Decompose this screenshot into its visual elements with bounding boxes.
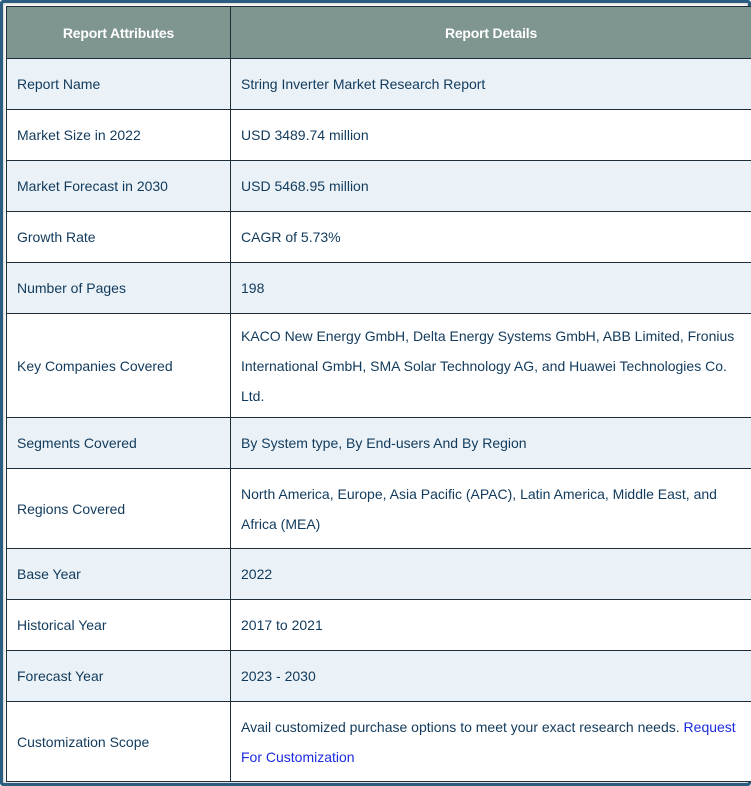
- detail-cell: 2017 to 2021: [231, 600, 751, 651]
- attribute-cell: Base Year: [7, 549, 231, 600]
- detail-cell: By System type, By End-users And By Region: [231, 418, 751, 469]
- attribute-cell: Forecast Year: [7, 651, 231, 702]
- header-report-attributes: Report Attributes: [7, 7, 231, 59]
- attribute-cell: Customization Scope: [7, 702, 231, 782]
- table-row-number-of-pages: [7, 263, 751, 314]
- table-row-segments: [7, 418, 751, 469]
- detail-cell: String Inverter Market Research Report: [231, 59, 751, 110]
- attribute-cell: Growth Rate: [7, 212, 231, 263]
- attribute-cell: Report Name: [7, 59, 231, 110]
- detail-cell: North America, Europe, Asia Pacific (APAC), Latin America, Middle East, and Africa (MEA): [231, 469, 751, 549]
- detail-cell: USD 5468.95 million: [231, 161, 751, 212]
- header-report-details: Report Details: [231, 7, 751, 59]
- table-row-forecast-year: [7, 651, 751, 702]
- table-row-market-size: [7, 110, 751, 161]
- attribute-cell: Regions Covered: [7, 469, 231, 549]
- table-row-report-name: [7, 59, 751, 110]
- attribute-cell: Number of Pages: [7, 263, 231, 314]
- attribute-cell: Market Size in 2022: [7, 110, 231, 161]
- attribute-cell: Market Forecast in 2030: [7, 161, 231, 212]
- table-row-historical-year: [7, 600, 751, 651]
- attribute-cell: Key Companies Covered: [7, 314, 231, 418]
- table-row-regions: [7, 469, 751, 549]
- attribute-cell: Segments Covered: [7, 418, 231, 469]
- detail-cell: KACO New Energy GmbH, Delta Energy Systems GmbH, ABB Limited, Fronius International GmbH, SMA Solar Technology AG, and Huawei Technologies Co. Ltd.: [231, 314, 751, 418]
- request-customization-link[interactable]: Request For Customization: [241, 718, 736, 765]
- report-attributes-table: [6, 6, 751, 782]
- detail-cell: USD 3489.74 million: [231, 110, 751, 161]
- detail-cell: 2022: [231, 549, 751, 600]
- detail-cell: CAGR of 5.73%: [231, 212, 751, 263]
- table-row-base-year: [7, 549, 751, 600]
- table-header-row: [7, 7, 751, 59]
- detail-cell: 198: [231, 263, 751, 314]
- customization-text: Avail customized purchase options to meet your exact research needs.: [241, 718, 680, 735]
- table-row-key-companies: [7, 314, 751, 418]
- table-row-growth-rate: [7, 212, 751, 263]
- detail-cell: [231, 702, 751, 782]
- table-row-market-forecast: [7, 161, 751, 212]
- detail-cell: 2023 - 2030: [231, 651, 751, 702]
- table-row-customization-scope: [7, 702, 751, 782]
- attribute-cell: Historical Year: [7, 600, 231, 651]
